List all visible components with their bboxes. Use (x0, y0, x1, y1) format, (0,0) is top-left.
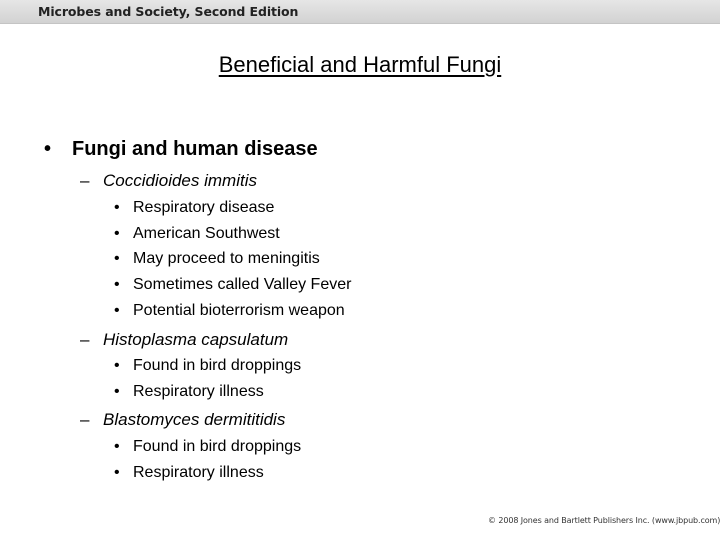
dash-glyph: – (80, 410, 90, 429)
organism-name: Coccidioides immitis (103, 171, 257, 190)
organism-name: Blastomyces dermititidis (103, 410, 286, 429)
point-text: May proceed to meningitis (133, 250, 320, 267)
organism-name: Histoplasma capsulatum (103, 330, 289, 349)
point-text: Respiratory illness (133, 464, 264, 481)
bullet-glyph: • (114, 383, 120, 400)
copyright-notice: © 2008 Jones and Bartlett Publishers Inc. (www.jbpub.com) (488, 516, 720, 525)
point-text: Respiratory illness (133, 383, 264, 400)
bullet-glyph: • (114, 357, 120, 374)
bullet-glyph: • (114, 276, 120, 293)
bullet-text: Fungi and human disease (72, 138, 318, 160)
bullet-glyph: • (114, 250, 120, 267)
header-bar (0, 0, 720, 24)
bullet-glyph: • (114, 199, 120, 216)
point-text: Found in bird droppings (133, 357, 302, 374)
bullet-glyph: • (114, 464, 120, 481)
point-text: American Southwest (133, 225, 280, 242)
slide-title: Beneficial and Harmful Fungi (218, 52, 502, 77)
book-title: Microbes and Society, Second Edition (38, 4, 299, 19)
dash-glyph: – (80, 171, 90, 190)
bullet-glyph: • (114, 438, 120, 455)
point-text: Sometimes called Valley Fever (133, 276, 352, 293)
point-text: Found in bird droppings (133, 438, 302, 455)
bullet-glyph: • (114, 302, 120, 319)
bullet-glyph: • (44, 138, 52, 160)
bullet-glyph: • (114, 225, 120, 242)
dash-glyph: – (80, 330, 90, 349)
point-text: Respiratory disease (133, 199, 275, 216)
point-text: Potential bioterrorism weapon (133, 302, 345, 319)
